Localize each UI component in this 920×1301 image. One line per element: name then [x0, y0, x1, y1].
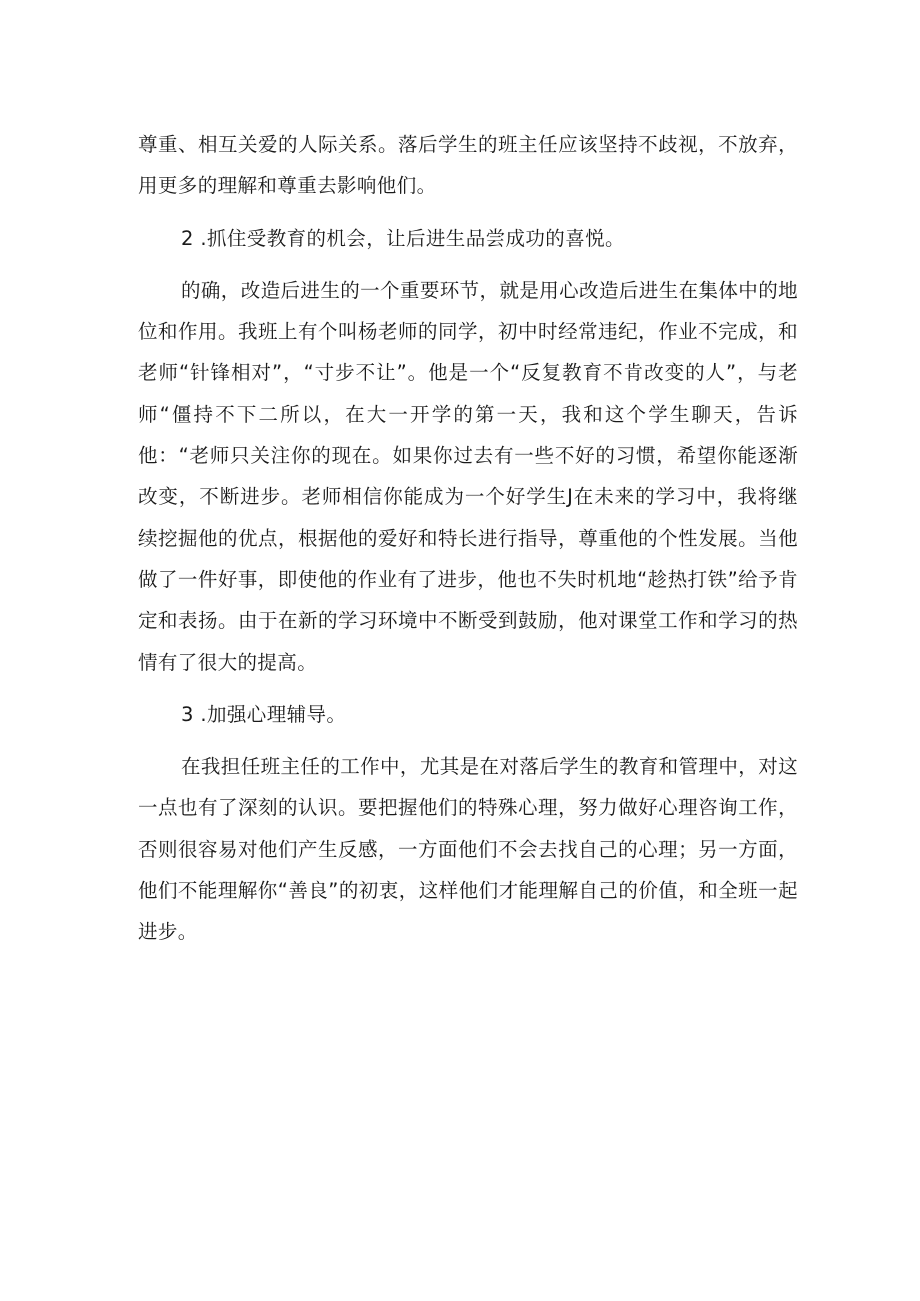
section-heading-3: 3 .加强心理辅导。 — [181, 702, 347, 726]
paragraph-continuation: 尊重、相互关爱的人际关系。落后学生的班主任应该坚持不歧视，不放弃，用更多的理解和尊重去影响他们。 — [138, 133, 798, 198]
section-heading-2: 2 .抓住受教育的机会，让后进生品尝成功的喜悦。 — [181, 226, 625, 250]
paragraph-section-2-body: 的确，改造后进生的一个重要环节，就是用心改造后进生在集体中的地位和作用。我班上有个叫杨老师的同学，初中时经常违纪，作业不完成，和老师“针锋相对”，“寸步不让”。他是一个“反复教育不肯改变的人”，与老师“僵持不下二所以，在大一开学的第一天，我和这个学生聊天，告诉他：“老师只关注你的现在。如果你过去有一些不好的习惯，希望你能逐渐改变，不断进步。老师相信你能成为一个好学生J在未来的学习中，我将继续挖掘他的优点，根据他的爱好和特长进行指导，尊重他的个性发展。当他做了一件好事，即使他的作业有了进步，他也不失时机地“趁热打铁”给予肯定和表扬。由于在新的学习环境中不断受到鼓励，他对课堂工作和学习的热情有了很大的提高。 — [138, 278, 798, 674]
paragraph-section-3-body: 在我担任班主任的工作中，尤其是在对落后学生的教育和管理中，对这一点也有了深刻的认识。要把握他们的特殊心理，努力做好心理咨询工作，否则很容易对他们产生反感，一方面他们不会去找自己的心理；另一方面，他们不能理解你“善良”的初衷，这样他们才能理解自己的价值，和全班一起进步。 — [138, 755, 798, 944]
document-body — [138, 124, 798, 953]
